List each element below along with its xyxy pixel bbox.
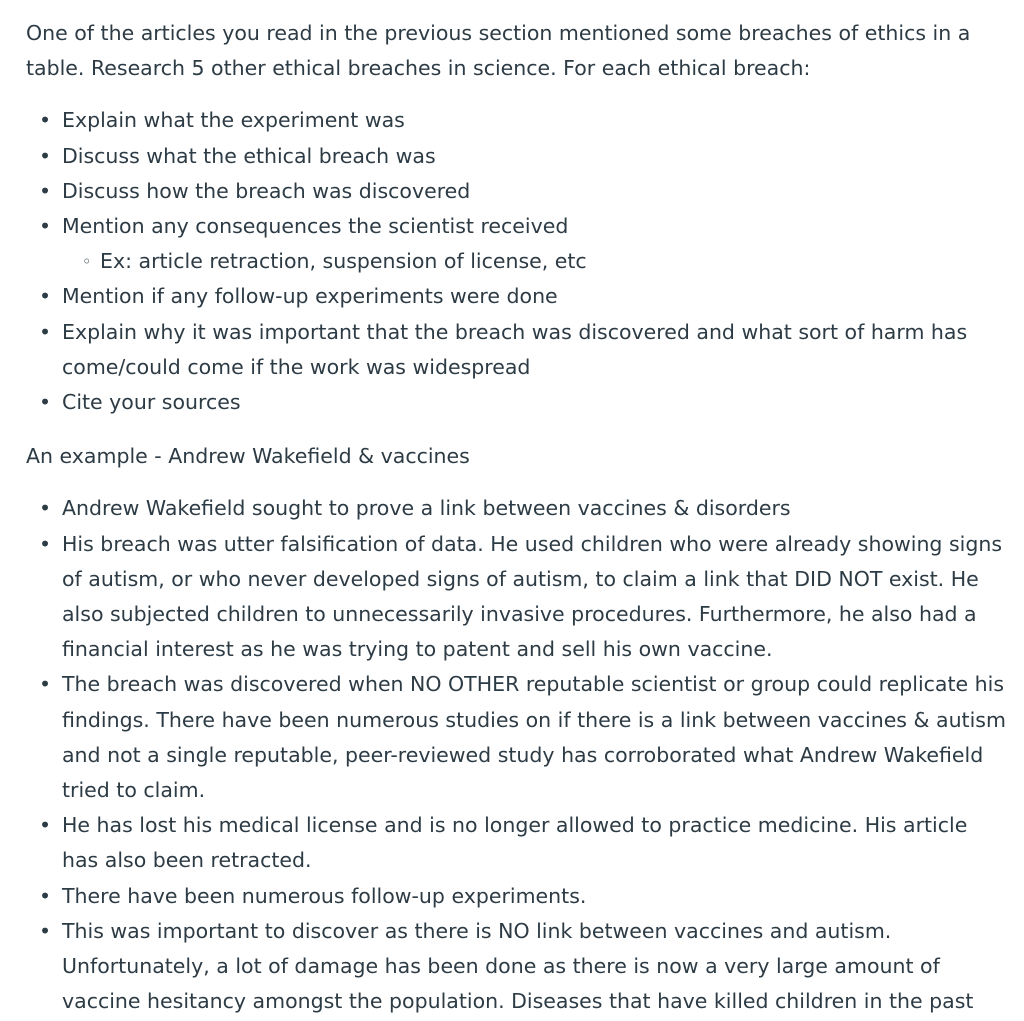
- example-list: [26, 491, 1006, 1019]
- assignment-content: [26, 16, 1006, 1019]
- intro-paragraph: One of the articles you read in the previous section mentioned some breaches of ethics in a table. Research 5 other ethical breaches in science. For each ethical breach:: [26, 21, 971, 81]
- list-item: • Explain why it was important that the breach was discovered and what sort of harm has come/could come if the work was widespread: [26, 315, 1006, 385]
- example-heading: An example - Andrew Wakefield & vaccines: [26, 444, 470, 469]
- sub-list-item: ◦ Ex: article retraction, suspension of license, etc: [62, 244, 1006, 279]
- list-item: • Explain what the experiment was: [26, 103, 1006, 138]
- list-item: • Discuss what the ethical breach was: [26, 139, 1006, 174]
- instruction-list: [26, 103, 1006, 420]
- list-item: • Cite your sources: [26, 385, 1006, 420]
- list-item: [26, 209, 1006, 279]
- list-item: • Mention if any follow-up experiments were done: [26, 279, 1006, 314]
- list-item: • His breach was utter falsification of data. He used children who were already showing signs of autism, or who never developed signs of autism, to claim a link that DID NOT exist. He also subjected children to unnecessarily invasive procedures. Furthermore, he also had a financial interest as he was trying to patent and sell his own vaccine.: [26, 527, 1006, 668]
- list-item-text: Mention any consequences the scientist received: [62, 214, 569, 239]
- list-item: • The breach was discovered when NO OTHER reputable scientist or group could replicate his findings. There have been numerous studies on if there is a link between vaccines & autism and not a single reputable, peer-reviewed study has corroborated what Andrew Wakefield tried to claim.: [26, 667, 1006, 808]
- sub-list: [62, 244, 1006, 279]
- list-item: • He has lost his medical license and is no longer allowed to practice medicine. His article has also been retracted.: [26, 808, 1006, 878]
- list-item: • Andrew Wakefield sought to prove a link between vaccines & disorders: [26, 491, 1006, 526]
- list-item: • Discuss how the breach was discovered: [26, 174, 1006, 209]
- list-item: • This was important to discover as there is NO link between vaccines and autism. Unfortunately, a lot of damage has been done as there is now a very large amount of vaccine hesitancy amongst the population. Diseases that have killed children in the past: [26, 914, 1006, 1020]
- list-item: • There have been numerous follow-up experiments.: [26, 879, 1006, 914]
